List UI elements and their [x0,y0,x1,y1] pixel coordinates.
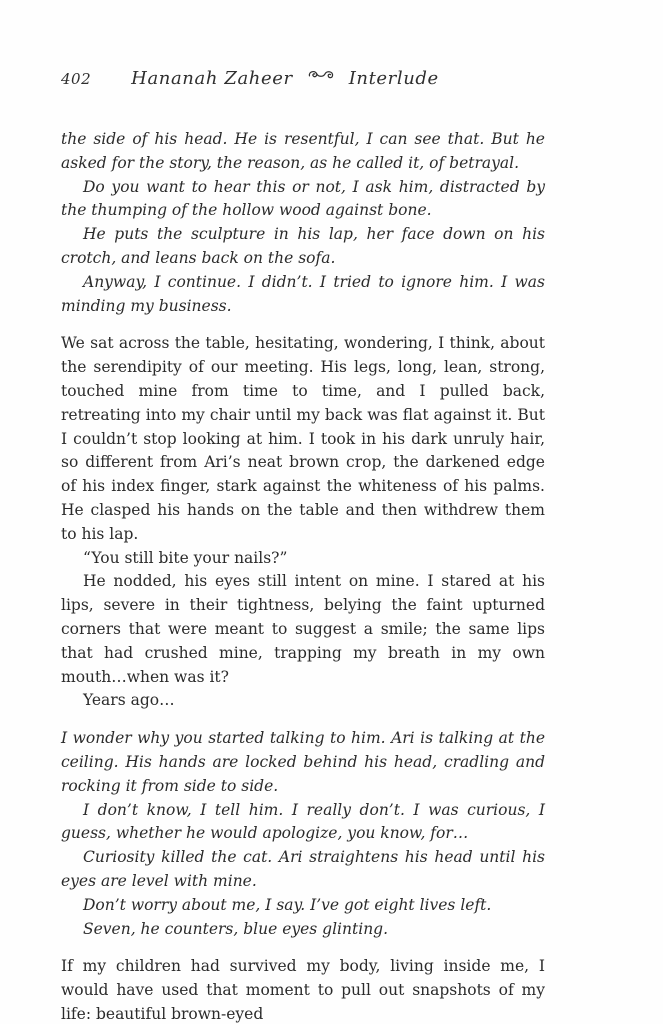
narrative-block-italic-1 [61,128,545,318]
narrative-block-italic-2 [61,727,545,941]
running-header-title: Interlude [348,68,439,89]
text-paragraph: Do you want to hear this or not, I ask him, distracted by the thumping of the hollow wood against bone. [61,177,545,220]
running-header [61,68,439,89]
text-paragraph: He puts the sculpture in his lap, her face down on his crotch, and leans back on the sofa. [61,225,545,267]
text-paragraph: Curiosity killed the cat. Ari straightens his head until his eyes are level with mine. [61,848,545,890]
text-paragraph: I wonder why you started talking to him. Ari is talking at the ceiling. His hands are locked behind his head, cradling and rocking it from side to side. [61,729,545,795]
text-paragraph: Don’t worry about me, I say. I’ve got eight lives left. [83,895,492,914]
text-paragraph: I don’t know, I tell him. I really don’t. I was curious, I guess, whether he would apologize, you know, for… [61,800,545,843]
text-paragraph: If my children had survived my body, living inside me, I would have used that moment to pull out snapshots of my life: beautiful brown-eyed [61,957,545,1023]
text-paragraph: the side of his head. He is resentful, I can see that. But he asked for the story, the reason, as he called it, of betrayal. [61,130,545,172]
author-name: Hananah Zaheer [131,68,293,89]
narrative-block-roman-2 [61,955,545,1024]
narrative-block-roman-1 [61,332,545,713]
text-paragraph: He nodded, his eyes still intent on mine. I stared at his lips, severe in their tightness, belying the faint upturned corners that were meant to suggest a smile; the same lips that had crushed mine, trapping my breath in my own mouth…when was it? [61,572,545,686]
text-column [61,128,545,1024]
text-paragraph: Years ago… [83,691,175,710]
page-number: 402 [61,70,92,88]
text-paragraph: Seven, he counters, blue eyes glinting. [83,919,389,938]
text-paragraph: Anyway, I continue. I didn’t. I tried to ignore him. I was minding my business. [61,272,545,315]
text-paragraph: “You still bite your nails?” [83,548,288,567]
fleuron-icon [307,67,335,86]
text-paragraph: We sat across the table, hesitating, wondering, I think, about the serendipity of our meeting. His legs, long, lean, strong, touched mine from time to time, and I pulled back, retreating into my chair until my back was flat against it. But I couldn’t stop looking at him. I took in his dark unruly hair, so different from Ari’s neat brown crop, the darkened edge of his index finger, stark against the whiteness of his palms. He clasped his hands on the table and then withdrew them to his lap. [61,334,545,543]
